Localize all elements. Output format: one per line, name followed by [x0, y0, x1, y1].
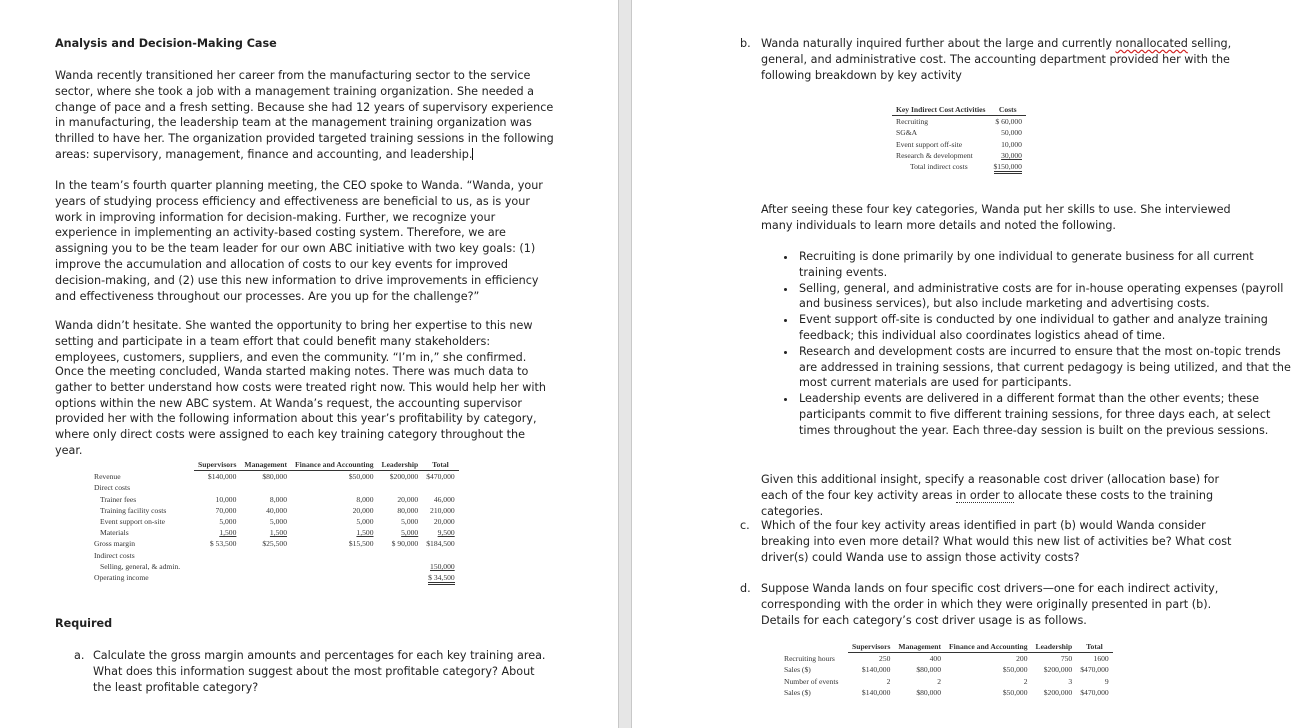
- notes-paragraph: Once the meeting concluded, Wanda started making notes. There was much data to gather to better understand how costs were treated right now. This would help her with options within the new ABC system. At Wanda’s request, the accounting supervisor provided her with the following information about this year’s profitability by category, where only direct costs were assigned to each key training category throughout the year.: [55, 365, 546, 457]
- profitability-table: [90, 459, 459, 583]
- question-d-marker: d.: [740, 582, 751, 595]
- required-heading: Required: [55, 617, 113, 630]
- case-title: Analysis and Decision-Making Case: [55, 37, 277, 50]
- col-finance-accounting: Finance and Accounting: [291, 459, 377, 471]
- given-paragraph: Given this additional insight, specify a reasonable cost driver (allocation base) for each of the four key activity areas in order to allocate these costs to the training categories.: [761, 473, 1220, 518]
- table-row: Sales ($) $140,000 $80,000 $50,000 $200,000 $470,000: [784, 687, 1109, 697]
- col-costs: Costs: [990, 104, 1026, 116]
- after-paragraph: After seeing these four key categories, Wanda put her skills to use. She interviewed many individuals to learn more details and noted the following.: [761, 203, 1231, 232]
- activity-notes-list: [759, 249, 1295, 439]
- col-leadership: Leadership: [1032, 641, 1077, 653]
- col-total: Total: [422, 459, 458, 471]
- grammar-flag-phrase[interactable]: in order to: [956, 488, 1015, 502]
- table-row: SG&A 50,000: [896, 128, 1022, 138]
- spellcheck-word[interactable]: nonallocated: [1115, 37, 1188, 50]
- question-c-text: Which of the four key activity areas identified in part (b) would Wanda consider breaking into even more detail? What would this new list of activities be? What cost driver(s) could Wanda use to assign those activity costs?: [761, 519, 1232, 564]
- table-row: Materials 1,500 1,500 1,500 5,000 9,500: [100, 528, 455, 538]
- table-row: Total indirect costs $150,000: [892, 161, 1026, 172]
- list-item: • Research and development costs are incurred to ensure that the most on-topic trends are addressed in training sessions, that current pedagogy is being utilized, and that the most current materials are used for participants.: [797, 344, 1295, 391]
- wanda-response-paragraph: Wanda didn’t hesitate. She wanted the opportunity to bring her expertise to this new setting and participate in a team effort that could benefit many stakeholders: employees, customers, suppliers, and even the community. “I’m in,” she confirmed.: [55, 319, 533, 364]
- table-row: Direct costs: [94, 483, 131, 493]
- table-row: Selling, general, & admin. 150,000: [100, 561, 455, 571]
- profitability-header-row: [90, 459, 459, 471]
- question-b-marker: b.: [740, 37, 751, 50]
- table-row: Trainer fees 10,000 8,000 8,000 20,000 46,000: [100, 494, 455, 504]
- col-finance-accounting: Finance and Accounting: [945, 641, 1031, 653]
- col-leadership: Leadership: [378, 459, 423, 471]
- page-gap: [618, 0, 632, 728]
- question-b-text-2: selling, general, and administrative cost. The accounting department provided her with the following breakdown by key activity: [761, 37, 1232, 82]
- indirect-cost-table: [892, 104, 1026, 172]
- question-c-marker: c.: [740, 519, 750, 532]
- table-row: Training facility costs 70,000 40,000 20,000 80,000 210,000: [100, 505, 455, 515]
- list-item: • Selling, general, and administrative costs are for in-house operating expenses (payroll and business services), but also include marketing and advertising costs.: [797, 281, 1295, 313]
- table-row: Event support on-site 5,000 5,000 5,000 5,000 20,000: [100, 517, 455, 527]
- col-activity: Key Indirect Cost Activities: [892, 104, 990, 116]
- list-item: • Leadership events are delivered in a different format than the other events; these participants commit to five different training sessions, for three days each, at select times throughout the year. Each three-day session is built on the previous sessions.: [797, 391, 1295, 438]
- col-supervisors: Supervisors: [848, 641, 894, 653]
- ceo-paragraph: In the team’s fourth quarter planning meeting, the CEO spoke to Wanda. “Wanda, your years of studying process efficiency and effectiveness are beneficial to us, as is your work in improving information for decision-making. Further, we recognize your experience in implementing an activity-based costing system. Therefore, we are assigning you to be the team leader for our own ABC initiative with two key goals: (1) improve the accumulation and allocation of costs to our key events for improved decision-making, and (2) use this new information to drive improvements in efficiency and effectiveness throughout our processes. Are you up for the challenge?”: [55, 179, 543, 303]
- table-row: Recruiting $ 60,000: [896, 117, 1022, 127]
- col-total: Total: [1076, 641, 1112, 653]
- question-d-text: Suppose Wanda lands on four specific cost drivers—one for each indirect activity, corresponding with the order in which they were originally presented in part (b). Details for each category’s cost driver usage is as follows.: [761, 582, 1219, 627]
- list-item: • Recruiting is done primarily by one individual to generate business for all current training events.: [797, 249, 1295, 281]
- question-a: [74, 648, 554, 695]
- question-d: [740, 581, 1232, 628]
- table-row: Gross margin $ 53,500 $25,500 $15,500 $ 90,000 $184,500: [94, 539, 455, 549]
- table-row: Operating income $ 34,500: [90, 572, 459, 583]
- intro-paragraph[interactable]: [55, 68, 555, 163]
- intro-text: Wanda recently transitioned her career from the manufacturing sector to the service sector, where she took a job with a management training organization. She needed a change of pace and a fresh setting. Because she had 12 years of supervisory experience in manufacturing, the leadership team at the management training organization was thrilled to have her. The organization provided targeted training sessions in the following areas: supervisory, management, finance and accounting, and leadership.: [55, 69, 554, 161]
- col-management: Management: [894, 641, 945, 653]
- table-row: Number of events 2 2 2 3 9: [784, 676, 1109, 686]
- question-a-text: Calculate the gross margin amounts and percentages for each key training area. What does this information suggest about the most profitable category? About the least profitable category?: [93, 649, 546, 694]
- table-row: Event support off-site 10,000: [896, 139, 1022, 149]
- cost-driver-table: [780, 641, 1113, 698]
- table-row: Research & development 30,000: [896, 150, 1022, 160]
- list-item: • Event support off-site is conducted by one individual to gather and analyze training feedback; this individual also coordinates logistics ahead of time.: [797, 312, 1295, 344]
- question-b-text-1: Wanda naturally inquired further about the large and currently: [761, 37, 1112, 50]
- col-supervisors: Supervisors: [194, 459, 240, 471]
- right-page: [632, 0, 1295, 728]
- question-a-marker: a.: [74, 649, 85, 662]
- left-page: [0, 0, 618, 728]
- table-row: Indirect costs: [94, 550, 135, 560]
- text-cursor: [472, 148, 473, 160]
- col-management: Management: [240, 459, 291, 471]
- question-b: [740, 36, 1240, 83]
- table-row: Sales ($) $140,000 $80,000 $50,000 $200,000 $470,000: [784, 665, 1109, 675]
- table-row: Revenue $140,000 $80,000 $50,000 $200,000 $470,000: [94, 472, 455, 482]
- question-c: [740, 518, 1232, 565]
- table-row: Recruiting hours 250 400 200 750 1600: [784, 654, 1109, 664]
